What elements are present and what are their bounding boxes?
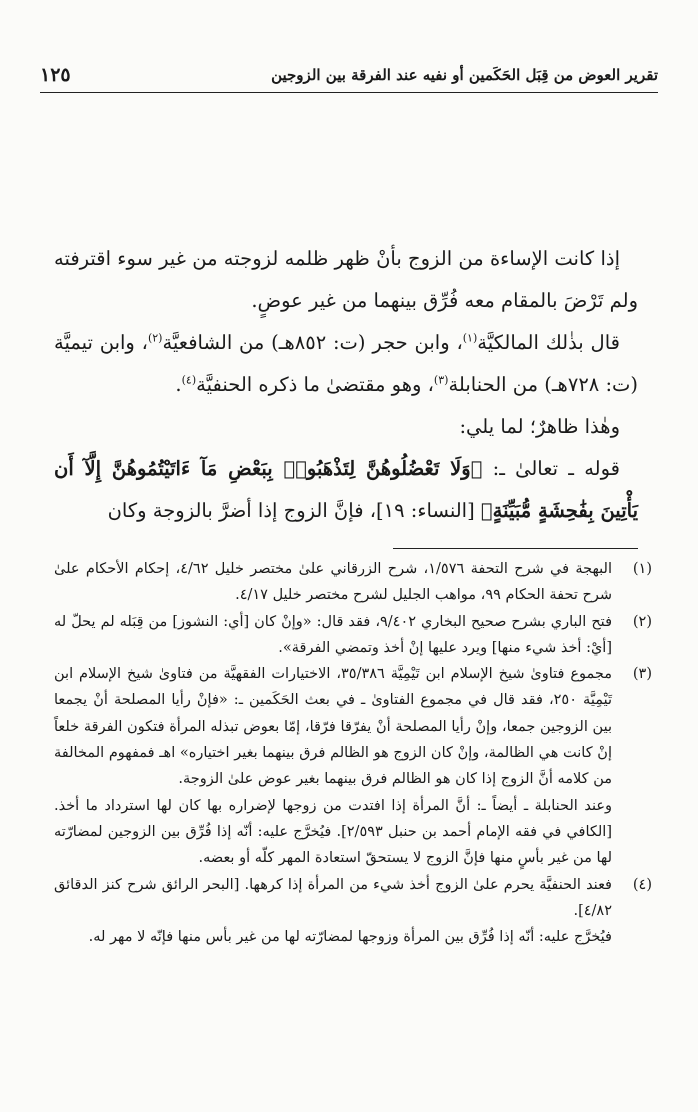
footnote-number: (١) <box>632 561 652 577</box>
paragraph-4 <box>54 448 638 532</box>
footnote-text: البهجة في شرح التحفة ١/٥٧٦، شرح الزرقاني علىٰ مختصر خليل ٤/٦٢، إحكام الأحكام علىٰ شرح تحفة الحكام ٩٩، مواهب الجليل لشرح مختصر خليل ٤/١٧. <box>54 561 613 604</box>
text-run: ، وابن حجر (ت: ٨٥٢هـ) من الشافعيَّة <box>162 331 463 354</box>
footnote-3 <box>54 661 652 792</box>
running-title: تقرير العوض من قِبَل الحَكَمين أو نفيه عند الفرقة بين الزوجين <box>271 66 658 84</box>
text-run: قال بذٰلك المالكيَّة <box>477 331 620 354</box>
footnote-1 <box>54 556 652 609</box>
footnote-number: (٢) <box>632 613 652 630</box>
footnote-2 <box>54 609 652 662</box>
paragraph-1: إذا كانت الإساءة من الزوج بأنْ ظهر ظلمه لزوجته من غير سوء اقترفته ولم تَرْضَ بالمقام معه فُرِّق بينهما من غير عوضٍ. <box>54 247 638 312</box>
footnote-divider <box>393 548 638 549</box>
quran-verse: ﴿وَلَا تَعْضُلُوهُنَّ لِتَذْهَبُوا۟ بِبَعْضِ مَآ ءَاتَيْتُمُوهُنَّ إِلَّآ أَن يَأْتِينَ بِفَٰحِشَةٍ مُّبَيِّنَةٍ﴾ <box>54 457 638 522</box>
footnotes <box>54 556 652 950</box>
footnote-4-continuation: فيُخرَّج عليه: أنّه إذا فُرِّق بين المرأة وزوجها لمضارّته لها من غير بأس منها فإنّه لا مهر له. <box>88 929 612 946</box>
text-run: ، وابن تيميَّة (ت: ٧٢٨هـ) من الحنابلة <box>54 331 638 396</box>
footnote-text: مجموع فتاوىٰ شيخ الإسلام ابن تَيْمِيَّة ٣٥/٣٨٦، الاختيارات الفقهيَّة من فتاوىٰ شيخ الإسلام ابن تَيْمِيَّة ٢٥٠، فقد قال في مجموع الفتاوىٰ ـ في بعث الحَكَمين ـ: «فإنْ رأيا المصلحة أنْ يجمعا بين الزوجين جمعا، وإنْ رأيا المصلحة أنْ يفرّقا فرّقا، إمّا بعوض تبذله المرأة فتكون الفرقة خلعاً إنْ كانت هي الظالمة، وإنْ كان الزوج هو الظالم فرق بينهما بغير اختياره» اهـ فمفهوم المخالفة من كلامه أنَّ الزوج إذا كان هو الظالم فرق بينهما بغير عوض علىٰ الزوجة. <box>54 666 613 788</box>
footnote-number: (٤) <box>632 876 652 893</box>
text-run: قوله ـ تعالىٰ ـ: <box>482 457 620 480</box>
text-run: . <box>175 373 182 396</box>
footnote-ref-2[interactable]: (٢) <box>147 331 163 345</box>
main-text <box>54 238 638 532</box>
text-run: ، وهو مقتضىٰ ما ذكره الحنفيَّة <box>196 373 434 396</box>
footnote-text: فعند الحنفيَّة يحرم علىٰ الزوج أخذ شيء من المرأة إذا كرهها. [البحر الرائق شرح كنز الدقائق ٤/٨٢]. <box>54 876 612 919</box>
paragraph-2 <box>54 322 638 406</box>
footnote-ref-1[interactable]: (١) <box>462 331 478 345</box>
paragraph-3: وهٰذا ظاهرٌ؛ لما يلي: <box>459 415 620 438</box>
page-number: ١٢٥ <box>40 64 71 86</box>
footnote-4 <box>54 872 652 925</box>
footnote-ref-4[interactable]: (٤) <box>181 373 197 387</box>
footnote-number: (٣) <box>632 666 652 683</box>
text-run: [النساء: ١٩]، فإنَّ الزوج إذا أضرَّ بالزوجة وكان <box>107 499 481 522</box>
footnote-ref-3[interactable]: (٣) <box>433 373 449 387</box>
footnote-text: فتح الباري بشرح صحيح البخاري ٩/٤٠٢، فقد قال: «وإنْ كان [أي: النشوز] من قِبَله لم يحلّ له [أيْ: أخذ شيء منها] ويرد عليها إنْ أخذ وتمضي الفرقة». <box>54 613 612 656</box>
page-header <box>40 58 658 93</box>
footnote-3-continuation: وعند الحنابلة ـ أيضاً ـ: أنَّ المرأة إذا افتدت من زوجها لإضراره بها كان لها استرداد ما أخذ. [الكافي في فقه الإمام أحمد بن حنبل ٢/٥٩٣]. فيُخرَّج عليه: أنّه إذا فُرِّق بين الزوجين لمضارّته لها من غير بأسٍ منها فإنَّ الزوج لا يستحقّ استعادة المهر كلّه أو بعضه. <box>54 797 612 867</box>
